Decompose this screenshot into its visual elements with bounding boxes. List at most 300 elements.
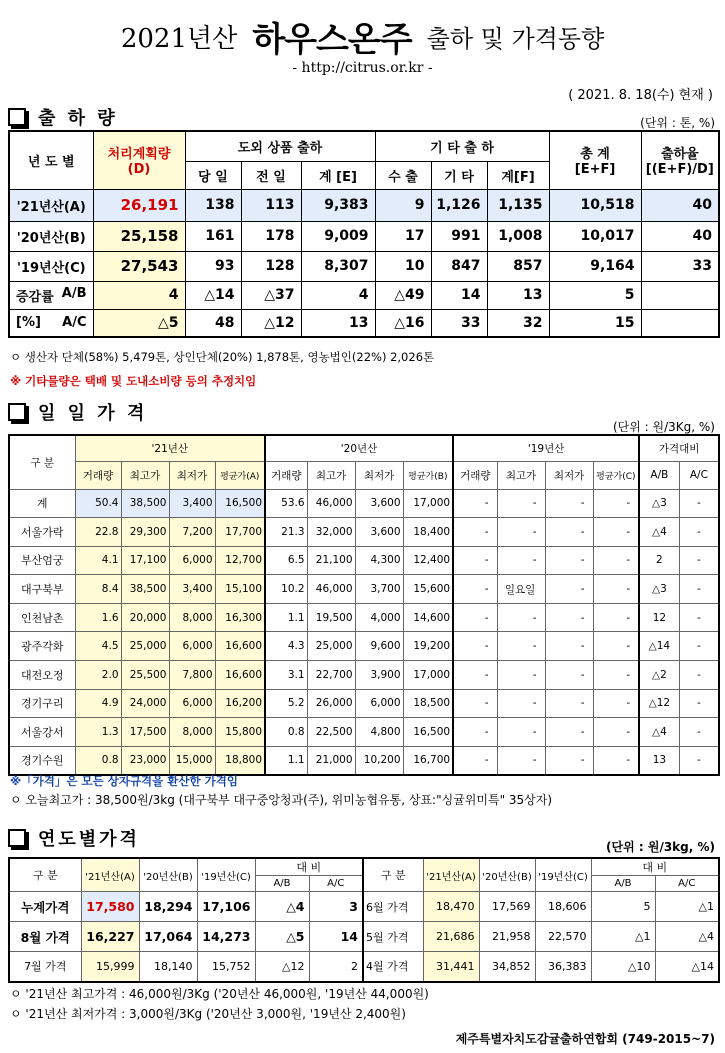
price-cell: 18,800 [215, 746, 265, 775]
price-cell: - [679, 518, 719, 547]
header-21-right: '21년산(A) [423, 858, 479, 892]
price-cell: 10,200 [355, 746, 403, 775]
row-other: 847 [431, 251, 487, 281]
price-cell: 6,000 [355, 689, 403, 718]
price-cell: 13 [639, 746, 679, 775]
market-name: 부산엄궁 [9, 546, 75, 575]
row-plan: 26,191 [93, 189, 185, 221]
price-cell: 22,700 [307, 661, 355, 690]
checkbox-icon [8, 108, 26, 126]
price-cell: - [453, 718, 497, 747]
price-cell: 53.6 [265, 489, 307, 518]
period-label: 6월 가격 [363, 892, 423, 922]
price-cell: 14,600 [403, 603, 453, 632]
price-cell: 4.1 [75, 546, 121, 575]
price-cell: - [497, 661, 545, 690]
price-cell: 18,500 [403, 689, 453, 718]
market-name: 경기구리 [9, 689, 75, 718]
title-year: 2021년산 [120, 24, 238, 54]
unit-label: (단위 : 원/3kg, %) [606, 840, 715, 854]
footer-org: 제주특별자치도감귤출하연합회 (749-2015~7) [455, 1032, 715, 1046]
price-cell: 7,800 [169, 661, 215, 690]
diff-other: 14 [431, 281, 487, 309]
report-date: ( 2021. 8. 18(수) 현재 ) [568, 88, 713, 103]
row-year: '19년산(C) [9, 251, 93, 281]
yearly-note-min: ㅇ '21년산 최저가격 : 3,000원/3Kg ('20년산 3,000원, '19년산 2,400원) [10, 1007, 406, 1021]
price-cell: - [545, 489, 593, 518]
price-cell: - [593, 546, 639, 575]
header-div: 구 분 [9, 435, 75, 489]
price-cell: 21,100 [307, 546, 355, 575]
unit-label: (단위 : 톤, %) [640, 116, 715, 130]
header-20-right: '20년산(B) [479, 858, 535, 892]
shipment-note: ㅇ 생산자 단체(58%) 5,479톤, 상인단체(20%) 1,878톤, 영농법인(22%) 2,026톤 [10, 350, 435, 364]
price-cell: - [545, 718, 593, 747]
row-total: 9,164 [549, 251, 641, 281]
price-cell: - [453, 518, 497, 547]
header-total-sub: [E+F] [574, 162, 616, 178]
price-a: 21,686 [423, 922, 479, 952]
price-cell: 1.6 [75, 603, 121, 632]
section-yearly-header [8, 826, 140, 850]
header-21: '21년산(A) [81, 858, 139, 892]
period-label: 8월 가격 [9, 922, 81, 952]
diff-ac: A/C [62, 315, 87, 331]
price-b: 18,140 [139, 952, 197, 982]
ratio-ab: △10 [591, 952, 655, 982]
daily-subheader-row [9, 461, 719, 489]
price-cell: 7,200 [169, 518, 215, 547]
price-c: 15,752 [197, 952, 255, 982]
row-sum-f: 1,135 [487, 189, 549, 221]
table-row [9, 718, 719, 747]
row-prev: 178 [241, 221, 301, 251]
price-c: 22,570 [535, 922, 591, 952]
shipment-table [8, 130, 720, 338]
price-c: 17,106 [197, 892, 255, 922]
row-total: 10,518 [549, 189, 641, 221]
price-cell: 16,500 [215, 489, 265, 518]
table-row [9, 892, 719, 922]
price-cell: - [593, 746, 639, 775]
price-cell: △14 [639, 632, 679, 661]
yearly-note-max: ㅇ '21년산 최고가격 : 46,000원/3Kg ('20년산 46,000원, '19년산 44,000원) [10, 987, 429, 1001]
price-cell: - [593, 632, 639, 661]
price-cell: 3,900 [355, 661, 403, 690]
section-title: 연도별가격 [38, 829, 140, 850]
header-plan-label: 처리계획량 [107, 147, 171, 163]
price-cell: 20,000 [121, 603, 169, 632]
section-daily-header [8, 400, 147, 424]
price-cell: - [497, 603, 545, 632]
price-cell: - [593, 603, 639, 632]
price-cell: - [497, 689, 545, 718]
diff-ab: A/B [61, 285, 87, 301]
row-plan: 25,158 [93, 221, 185, 251]
subheader-cell: 거래량 [453, 461, 497, 489]
ratio-ab: △12 [255, 952, 309, 982]
price-cell: 6,000 [169, 632, 215, 661]
price-cell: △4 [639, 518, 679, 547]
diff-rate [641, 309, 719, 337]
site-url[interactable]: - http://citrus.or.kr - [292, 60, 433, 76]
price-cell: - [453, 603, 497, 632]
price-cell: 16,300 [215, 603, 265, 632]
diff-label-cell [9, 281, 93, 309]
price-cell: 25,000 [121, 632, 169, 661]
price-cell: 12,400 [403, 546, 453, 575]
price-cell: - [497, 746, 545, 775]
ratio-ac: △14 [655, 952, 719, 982]
price-cell: △4 [639, 718, 679, 747]
table-row [9, 251, 719, 281]
ratio-ac: 3 [309, 892, 363, 922]
header-sum-f: 계[F] [487, 161, 549, 189]
price-cell: 3,600 [355, 489, 403, 518]
diff-rate [641, 281, 719, 309]
header-20: '20년산(B) [139, 858, 197, 892]
price-cell: 38,500 [121, 489, 169, 518]
price-cell: 3,400 [169, 575, 215, 604]
header-total-label: 총 계 [580, 147, 610, 163]
yearly-price-table [8, 857, 720, 983]
diff-sum-e: 13 [301, 309, 375, 337]
price-cell: 12 [639, 603, 679, 632]
price-cell: - [497, 518, 545, 547]
price-cell: - [593, 575, 639, 604]
header-rate-label: 출하율 [660, 147, 699, 163]
market-name: 계 [9, 489, 75, 518]
table-row [9, 518, 719, 547]
unit-label: (단위 : 원/3Kg, %) [612, 420, 715, 434]
row-today: 161 [185, 221, 241, 251]
price-cell: 0.8 [75, 746, 121, 775]
header-rate [641, 131, 719, 189]
price-b: 17,569 [479, 892, 535, 922]
table-row [9, 546, 719, 575]
price-cell: 1.1 [265, 603, 307, 632]
diff-export: △49 [375, 281, 431, 309]
table-row [9, 489, 719, 518]
subheader-cell: 최저가 [545, 461, 593, 489]
section-title: 출 하 량 [38, 108, 118, 129]
header-21: '21년산 [75, 435, 265, 461]
price-cell: 29,300 [121, 518, 169, 547]
diff-prev: △12 [241, 309, 301, 337]
ratio-ac: 14 [309, 922, 363, 952]
header-19: '19년산(C) [197, 858, 255, 892]
price-cell: 일요일 [497, 575, 545, 604]
header-ab-right: A/B [591, 876, 655, 892]
price-cell: - [679, 718, 719, 747]
price-cell: 17,500 [121, 718, 169, 747]
ratio-ab: △1 [591, 922, 655, 952]
subheader-cell: 거래량 [75, 461, 121, 489]
ratio-ac: △4 [655, 922, 719, 952]
diff-other: 33 [431, 309, 487, 337]
checkbox-icon [8, 403, 26, 421]
subheader-cell: 최저가 [169, 461, 215, 489]
price-cell: 8.4 [75, 575, 121, 604]
price-cell: 1.1 [265, 746, 307, 775]
price-cell: 19,200 [403, 632, 453, 661]
header-20: '20년산 [265, 435, 453, 461]
subheader-cell: 평균가(A) [215, 461, 265, 489]
price-cell: 22,500 [307, 718, 355, 747]
price-cell: 0.8 [265, 718, 307, 747]
header-prev: 전 일 [241, 161, 301, 189]
diff-total: 5 [549, 281, 641, 309]
diff-prev: △37 [241, 281, 301, 309]
row-other: 1,126 [431, 189, 487, 221]
market-name: 서울강서 [9, 718, 75, 747]
row-today: 93 [185, 251, 241, 281]
price-cell: 3,600 [355, 518, 403, 547]
price-cell: - [679, 632, 719, 661]
price-cell: - [679, 489, 719, 518]
diff-label: 증감률 [16, 289, 54, 305]
price-cell: 26,000 [307, 689, 355, 718]
header-plan-sub: (D) [127, 162, 151, 178]
price-cell: - [679, 575, 719, 604]
price-cell: - [593, 518, 639, 547]
row-export: 10 [375, 251, 431, 281]
header-total [549, 131, 641, 189]
price-cell: - [453, 632, 497, 661]
price-cell: - [593, 718, 639, 747]
table-row [9, 661, 719, 690]
price-cell: - [545, 661, 593, 690]
header-export: 수 출 [375, 161, 431, 189]
header-other: 기 타 [431, 161, 487, 189]
price-cell: 23,000 [121, 746, 169, 775]
price-cell: △12 [639, 689, 679, 718]
price-cell: 24,000 [121, 689, 169, 718]
daily-footnote: ※「가격」은 모든 상자규격을 환산한 가격임 [10, 774, 238, 788]
subheader-cell: 평균가(B) [403, 461, 453, 489]
header-19-right: '19년산(C) [535, 858, 591, 892]
ratio-ab: △5 [255, 922, 309, 952]
price-cell: 4.5 [75, 632, 121, 661]
price-cell: 16,600 [215, 661, 265, 690]
section-title: 일 일 가 격 [38, 403, 148, 424]
diff-today: △14 [185, 281, 241, 309]
price-cell: 38,500 [121, 575, 169, 604]
price-cell: - [593, 661, 639, 690]
row-sum-f: 857 [487, 251, 549, 281]
table-row [9, 922, 719, 952]
price-cell: 22.8 [75, 518, 121, 547]
table-row [9, 603, 719, 632]
table-row [9, 281, 719, 309]
price-cell: - [679, 689, 719, 718]
price-cell: - [545, 603, 593, 632]
price-cell: 9,600 [355, 632, 403, 661]
price-cell: △3 [639, 575, 679, 604]
section-shipment-header [8, 105, 118, 129]
diff-plan: 4 [93, 281, 185, 309]
diff-label: [%] [16, 315, 41, 331]
market-name: 광주각화 [9, 632, 75, 661]
price-cell: 5.2 [265, 689, 307, 718]
price-cell: - [679, 746, 719, 775]
header-19: '19년산 [453, 435, 639, 461]
period-label: 누계가격 [9, 892, 81, 922]
price-cell: - [593, 689, 639, 718]
row-sum-f: 1,008 [487, 221, 549, 251]
market-name: 인천남촌 [9, 603, 75, 632]
price-cell: 18,400 [403, 518, 453, 547]
price-cell: - [545, 575, 593, 604]
diff-today: 48 [185, 309, 241, 337]
price-cell: - [497, 632, 545, 661]
price-cell: 6,000 [169, 546, 215, 575]
price-cell: 4.3 [265, 632, 307, 661]
table-row [9, 746, 719, 775]
price-b: 34,852 [479, 952, 535, 982]
price-cell: 6,000 [169, 689, 215, 718]
price-cell: 4,300 [355, 546, 403, 575]
price-a: 17,580 [81, 892, 139, 922]
price-cell: 10.2 [265, 575, 307, 604]
daily-note: ㅇ 오늘최고가 : 38,500원/3kg (대구북부 대구중앙청과(주), 위미농협유통, 상표:"싱귤위미특" 35상자) [10, 793, 553, 807]
ratio-ac: △1 [655, 892, 719, 922]
row-year: '21년산(A) [9, 189, 93, 221]
price-cell: 4,800 [355, 718, 403, 747]
diff-export: △16 [375, 309, 431, 337]
price-cell: - [545, 518, 593, 547]
price-cell: 2 [639, 546, 679, 575]
table-row [9, 189, 719, 221]
price-cell: 17,000 [403, 489, 453, 518]
price-cell: 3,700 [355, 575, 403, 604]
row-sum-e: 9,383 [301, 189, 375, 221]
header-domestic: 도외 상품 출하 [185, 131, 375, 161]
diff-sum-e: 4 [301, 281, 375, 309]
price-cell: 46,000 [307, 575, 355, 604]
price-cell: 15,100 [215, 575, 265, 604]
table-row [9, 689, 719, 718]
period-label: 7월 가격 [9, 952, 81, 982]
ratio-ac: 2 [309, 952, 363, 982]
price-cell: 50.4 [75, 489, 121, 518]
price-cell: 16,600 [215, 632, 265, 661]
row-prev: 113 [241, 189, 301, 221]
title-main: 하우스온주 [252, 20, 412, 60]
price-cell: - [679, 661, 719, 690]
row-today: 138 [185, 189, 241, 221]
price-cell: - [453, 661, 497, 690]
price-cell: 15,600 [403, 575, 453, 604]
row-sum-e: 9,009 [301, 221, 375, 251]
price-cell: 8,000 [169, 603, 215, 632]
price-b: 21,958 [479, 922, 535, 952]
subheader-cell: A/B [639, 461, 679, 489]
price-cell: 21.3 [265, 518, 307, 547]
price-cell: - [545, 746, 593, 775]
row-sum-e: 8,307 [301, 251, 375, 281]
price-cell: - [453, 489, 497, 518]
subheader-cell: 평균가(C) [593, 461, 639, 489]
row-prev: 128 [241, 251, 301, 281]
price-cell: 17,000 [403, 661, 453, 690]
price-cell: - [593, 489, 639, 518]
header-etc: 기 타 출 하 [375, 131, 549, 161]
price-cell: - [453, 689, 497, 718]
price-cell: △3 [639, 489, 679, 518]
table-row [9, 309, 719, 337]
price-a: 16,227 [81, 922, 139, 952]
diff-plan: △5 [93, 309, 185, 337]
price-cell: - [453, 575, 497, 604]
price-c: 36,383 [535, 952, 591, 982]
price-c: 14,273 [197, 922, 255, 952]
table-row [9, 952, 719, 982]
header-plan [93, 131, 185, 189]
price-cell: - [679, 603, 719, 632]
header-sum-e: 계 [E] [301, 161, 375, 189]
price-cell: - [497, 546, 545, 575]
row-other: 991 [431, 221, 487, 251]
row-rate: 40 [641, 221, 719, 251]
price-cell: - [497, 718, 545, 747]
price-cell: 15,800 [215, 718, 265, 747]
header-cmp: 가격대비 [639, 435, 719, 461]
table-row [9, 632, 719, 661]
row-year: '20년산(B) [9, 221, 93, 251]
price-a: 18,470 [423, 892, 479, 922]
price-b: 17,064 [139, 922, 197, 952]
price-a: 15,999 [81, 952, 139, 982]
subheader-cell: 거래량 [265, 461, 307, 489]
price-cell: 17,100 [121, 546, 169, 575]
price-cell: 46,000 [307, 489, 355, 518]
price-cell: 19,500 [307, 603, 355, 632]
diff-total: 15 [549, 309, 641, 337]
checkbox-icon [8, 829, 26, 847]
period-label: 4월 가격 [363, 952, 423, 982]
row-total: 10,017 [549, 221, 641, 251]
diff-sum-f: 13 [487, 281, 549, 309]
price-cell: 3,400 [169, 489, 215, 518]
header-ac-right: A/C [655, 876, 719, 892]
report-title [0, 12, 725, 60]
header-cmp: 대 비 [255, 858, 363, 876]
header-year: 년 도 별 [9, 131, 93, 189]
header-today: 당 일 [185, 161, 241, 189]
market-name: 대구북부 [9, 575, 75, 604]
price-cell: - [497, 489, 545, 518]
row-export: 17 [375, 221, 431, 251]
ratio-ab: 5 [591, 892, 655, 922]
shipment-footnote: ※ 기타물량은 택배 및 도내소비량 등의 추정치임 [10, 374, 257, 388]
subheader-cell: 최고가 [307, 461, 355, 489]
ratio-ab: △4 [255, 892, 309, 922]
price-cell: - [545, 546, 593, 575]
header-rate-sub: [(E+F)/D] [645, 162, 714, 178]
price-cell: 4.9 [75, 689, 121, 718]
row-rate: 33 [641, 251, 719, 281]
price-cell: 1.3 [75, 718, 121, 747]
header-ac: A/C [309, 876, 363, 892]
price-cell: 3.1 [265, 661, 307, 690]
header-cmp-right: 대 비 [591, 858, 719, 876]
price-cell: 25,500 [121, 661, 169, 690]
price-cell: △2 [639, 661, 679, 690]
header-div: 구 분 [9, 858, 81, 892]
price-cell: 21,000 [307, 746, 355, 775]
price-cell: 16,200 [215, 689, 265, 718]
